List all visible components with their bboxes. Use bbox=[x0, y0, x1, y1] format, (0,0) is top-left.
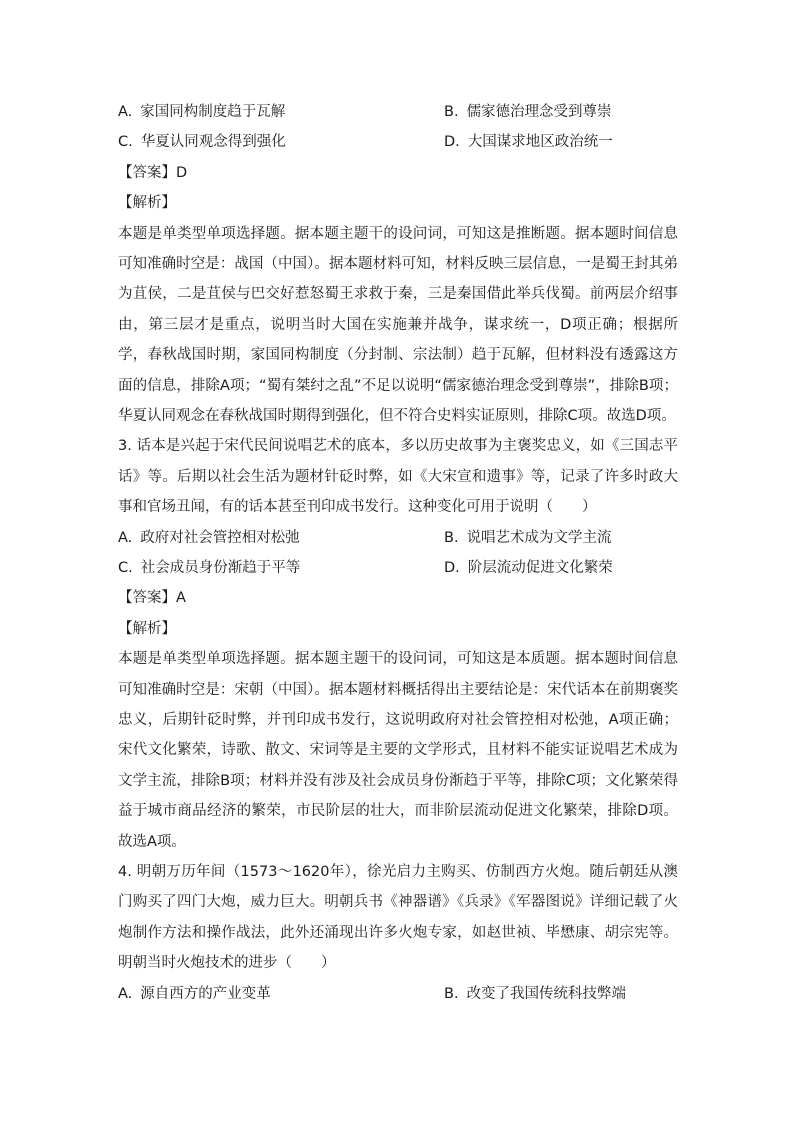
q2-answer: 【答案】D bbox=[118, 164, 188, 181]
q3-analysis: 本题是单类型单项选择题。据本题主题干的设问词，可知这是本质题。据本题时间信息可知准确时空是：宋朝（中国）。据本题材料概括得出主要结论是：宋代话本在前期褒奖忠义，后期针砭时弊，并刊印成书发行，这说明政府对社会管控相对松弛，A项正确；宋代文化繁荣，诗歌、散文、宋词等是主要的文学形式，且材料不能实证说唱艺术成为文学主流，排除B项；材料并没有涉及社会成员身份渐趋于平等，排除C项；文化繁荣得益于城市商品经济的繁荣，市民阶层的壮大，而非阶层流动促进文化繁荣，排除D项。故选A项。 bbox=[118, 651, 678, 850]
q3-options-row-2 bbox=[118, 553, 678, 583]
q3-option-c-letter: C. bbox=[118, 560, 133, 577]
q2-option-a[interactable] bbox=[118, 97, 444, 127]
q4-stem: 4. 明朝万历年间（1573～1620年），徐光启力主购买、仿制西方火炮。随后朝廷从澳门购买了四门大炮，威力巨大。明朝兵书《神器谱》《兵录》《军器图说》详细记载了火炮制作方法和操作战法，此外还涌现出许多火炮专家，如赵世祯、毕懋康、胡宗宪等。明朝当时火炮技术的进步（ ） bbox=[118, 864, 678, 972]
q3-option-c-text: 社会成员身份渐趋于平等 bbox=[140, 560, 301, 577]
q3-analysis-label: 【解析】 bbox=[118, 620, 176, 637]
q4-option-a-letter: A. bbox=[118, 985, 133, 1002]
q3-option-d-text: 阶层流动促进文化繁荣 bbox=[467, 560, 613, 577]
q2-option-c-text: 华夏认同观念得到强化 bbox=[140, 134, 286, 151]
q2-option-a-text: 家国同构制度趋于瓦解 bbox=[140, 104, 286, 120]
q2-option-b-letter: B. bbox=[444, 104, 459, 120]
q4-option-b-letter: B. bbox=[444, 985, 459, 1002]
q3-option-b[interactable] bbox=[444, 523, 678, 553]
q4-options-row-1 bbox=[118, 979, 678, 1009]
q3-stem: 3. 话本是兴起于宋代民间说唱艺术的底本，多以历史故事为主褒奖忠义，如《三国志平话》等。后期以社会生活为题材针砭时弊，如《大宋宣和遗事》等，记录了许多时政大事和官场丑闻，有的话本甚至刊印成书发行。这种变化可用于说明（ ） bbox=[118, 438, 678, 516]
q3-option-a-letter: A. bbox=[118, 529, 133, 546]
q2-option-c[interactable] bbox=[118, 127, 444, 157]
document-page bbox=[118, 97, 678, 1009]
q4-option-b[interactable] bbox=[444, 979, 678, 1009]
q3-option-c[interactable] bbox=[118, 553, 444, 583]
q3-option-a[interactable] bbox=[118, 523, 444, 553]
q3-option-a-text: 政府对社会管控相对松弛 bbox=[140, 529, 300, 546]
q2-option-b-text: 儒家德治理念受到尊崇 bbox=[466, 104, 612, 120]
q3-option-d-letter: D. bbox=[444, 560, 460, 577]
q3-options-row-1 bbox=[118, 523, 678, 553]
q4-option-a-text: 源自西方的产业变革 bbox=[140, 985, 271, 1002]
q2-options-row-2 bbox=[118, 127, 678, 157]
q2-option-d-letter: D. bbox=[444, 134, 460, 151]
q2-option-b[interactable] bbox=[444, 97, 678, 127]
q3-option-d[interactable] bbox=[444, 553, 678, 583]
q2-option-d[interactable] bbox=[444, 127, 678, 157]
q2-option-a-letter: A. bbox=[118, 104, 133, 120]
q4-option-a[interactable] bbox=[118, 979, 444, 1009]
q2-option-d-text: 大国谋求地区政治统一 bbox=[467, 134, 613, 151]
q4-option-b-text: 改变了我国传统科技弊端 bbox=[466, 985, 627, 1002]
q2-option-c-letter: C. bbox=[118, 134, 133, 151]
q3-option-b-letter: B. bbox=[444, 529, 459, 546]
q2-analysis: 本题是单类型单项选择题。据本题主题干的设问词，可知这是推断题。据本题时间信息可知准确时空是：战国（中国）。据本题材料可知，材料反映三层信息，一是蜀王封其弟为苴侯，二是苴侯与巴交好惹怒蜀王求救于秦，三是秦国借此举兵伐蜀。前两层介绍事由，第三层才是重点，说明当时大国在实施兼并战争，谋求统一，D项正确；根据所学，春秋战国时期，家国同构制度（分封制、宗法制）趋于瓦解，但材料没有透露这方面的信息，排除A项；“蜀有桀纣之乱”不足以说明“儒家德治理念受到尊崇”，排除B项；华夏认同观念在春秋战国时期得到强化，但不符合史料实证原则，排除C项。故选D项。 bbox=[118, 225, 678, 424]
q2-analysis-label: 【解析】 bbox=[118, 195, 176, 212]
q2-options-row-1 bbox=[118, 97, 678, 127]
q3-option-b-text: 说唱艺术成为文学主流 bbox=[466, 529, 612, 546]
q3-answer: 【答案】A bbox=[118, 590, 186, 607]
